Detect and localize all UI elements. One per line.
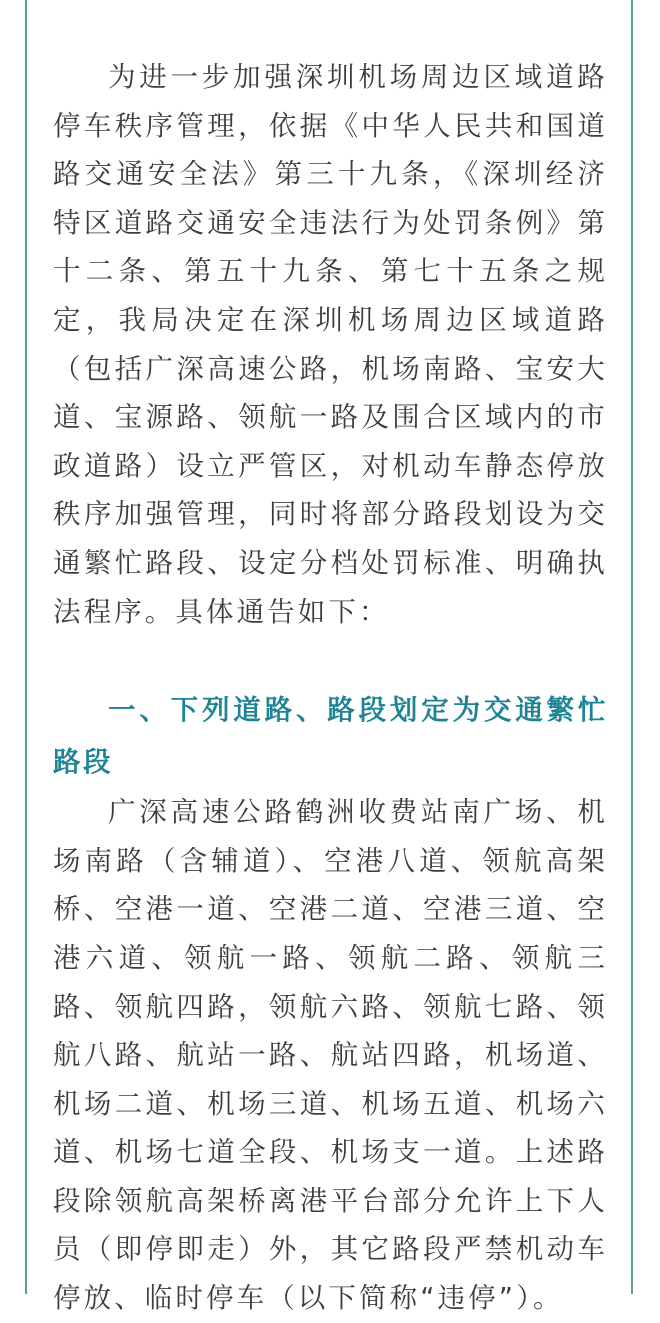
paragraph-spacer — [53, 636, 608, 684]
section-heading: 一、下列道路、路段划定为交通繁忙路段 — [53, 694, 608, 779]
section-paragraph: 广深高速公路鹤洲收费站南广场、机场南路（含辅道）、空港八道、领航高架桥、空港一道、空港二道、空港三道、空港六道、领航一路、领航二路、领航三路、领航四路，领航六路、领航七路、领航八路、航站一路、航站四路，机场道、机场二道、机场三道、机场五道、机场六道、机场七道全段、机场支一道。上述路段除领航高架桥离港平台部分允许上下人员（即停即走）外，其它路段严禁机动车停放、临时停车（以下简称“违停”）。 — [53, 796, 608, 1315]
intro-paragraph: 为进一步加强深圳机场周边区域道路停车秩序管理，依据《中华人民共和国道路交通安全法》第三十九条，《深圳经济特区道路交通安全违法行为处罚条例》第十二条、第五十九条、第七十五条之规定，我局决定在深圳机场周边区域道路（包括广深高速公路，机场南路、宝安大道、宝源路、领航一路及围合区域内的市政道路）设立严管区，对机动车静态停放秩序加强管理，同时将部分路段划设为交通繁忙路段、设定分档处罚标准、明确执法程序。具体通告如下： — [53, 61, 608, 628]
article-body — [53, 53, 608, 1323]
